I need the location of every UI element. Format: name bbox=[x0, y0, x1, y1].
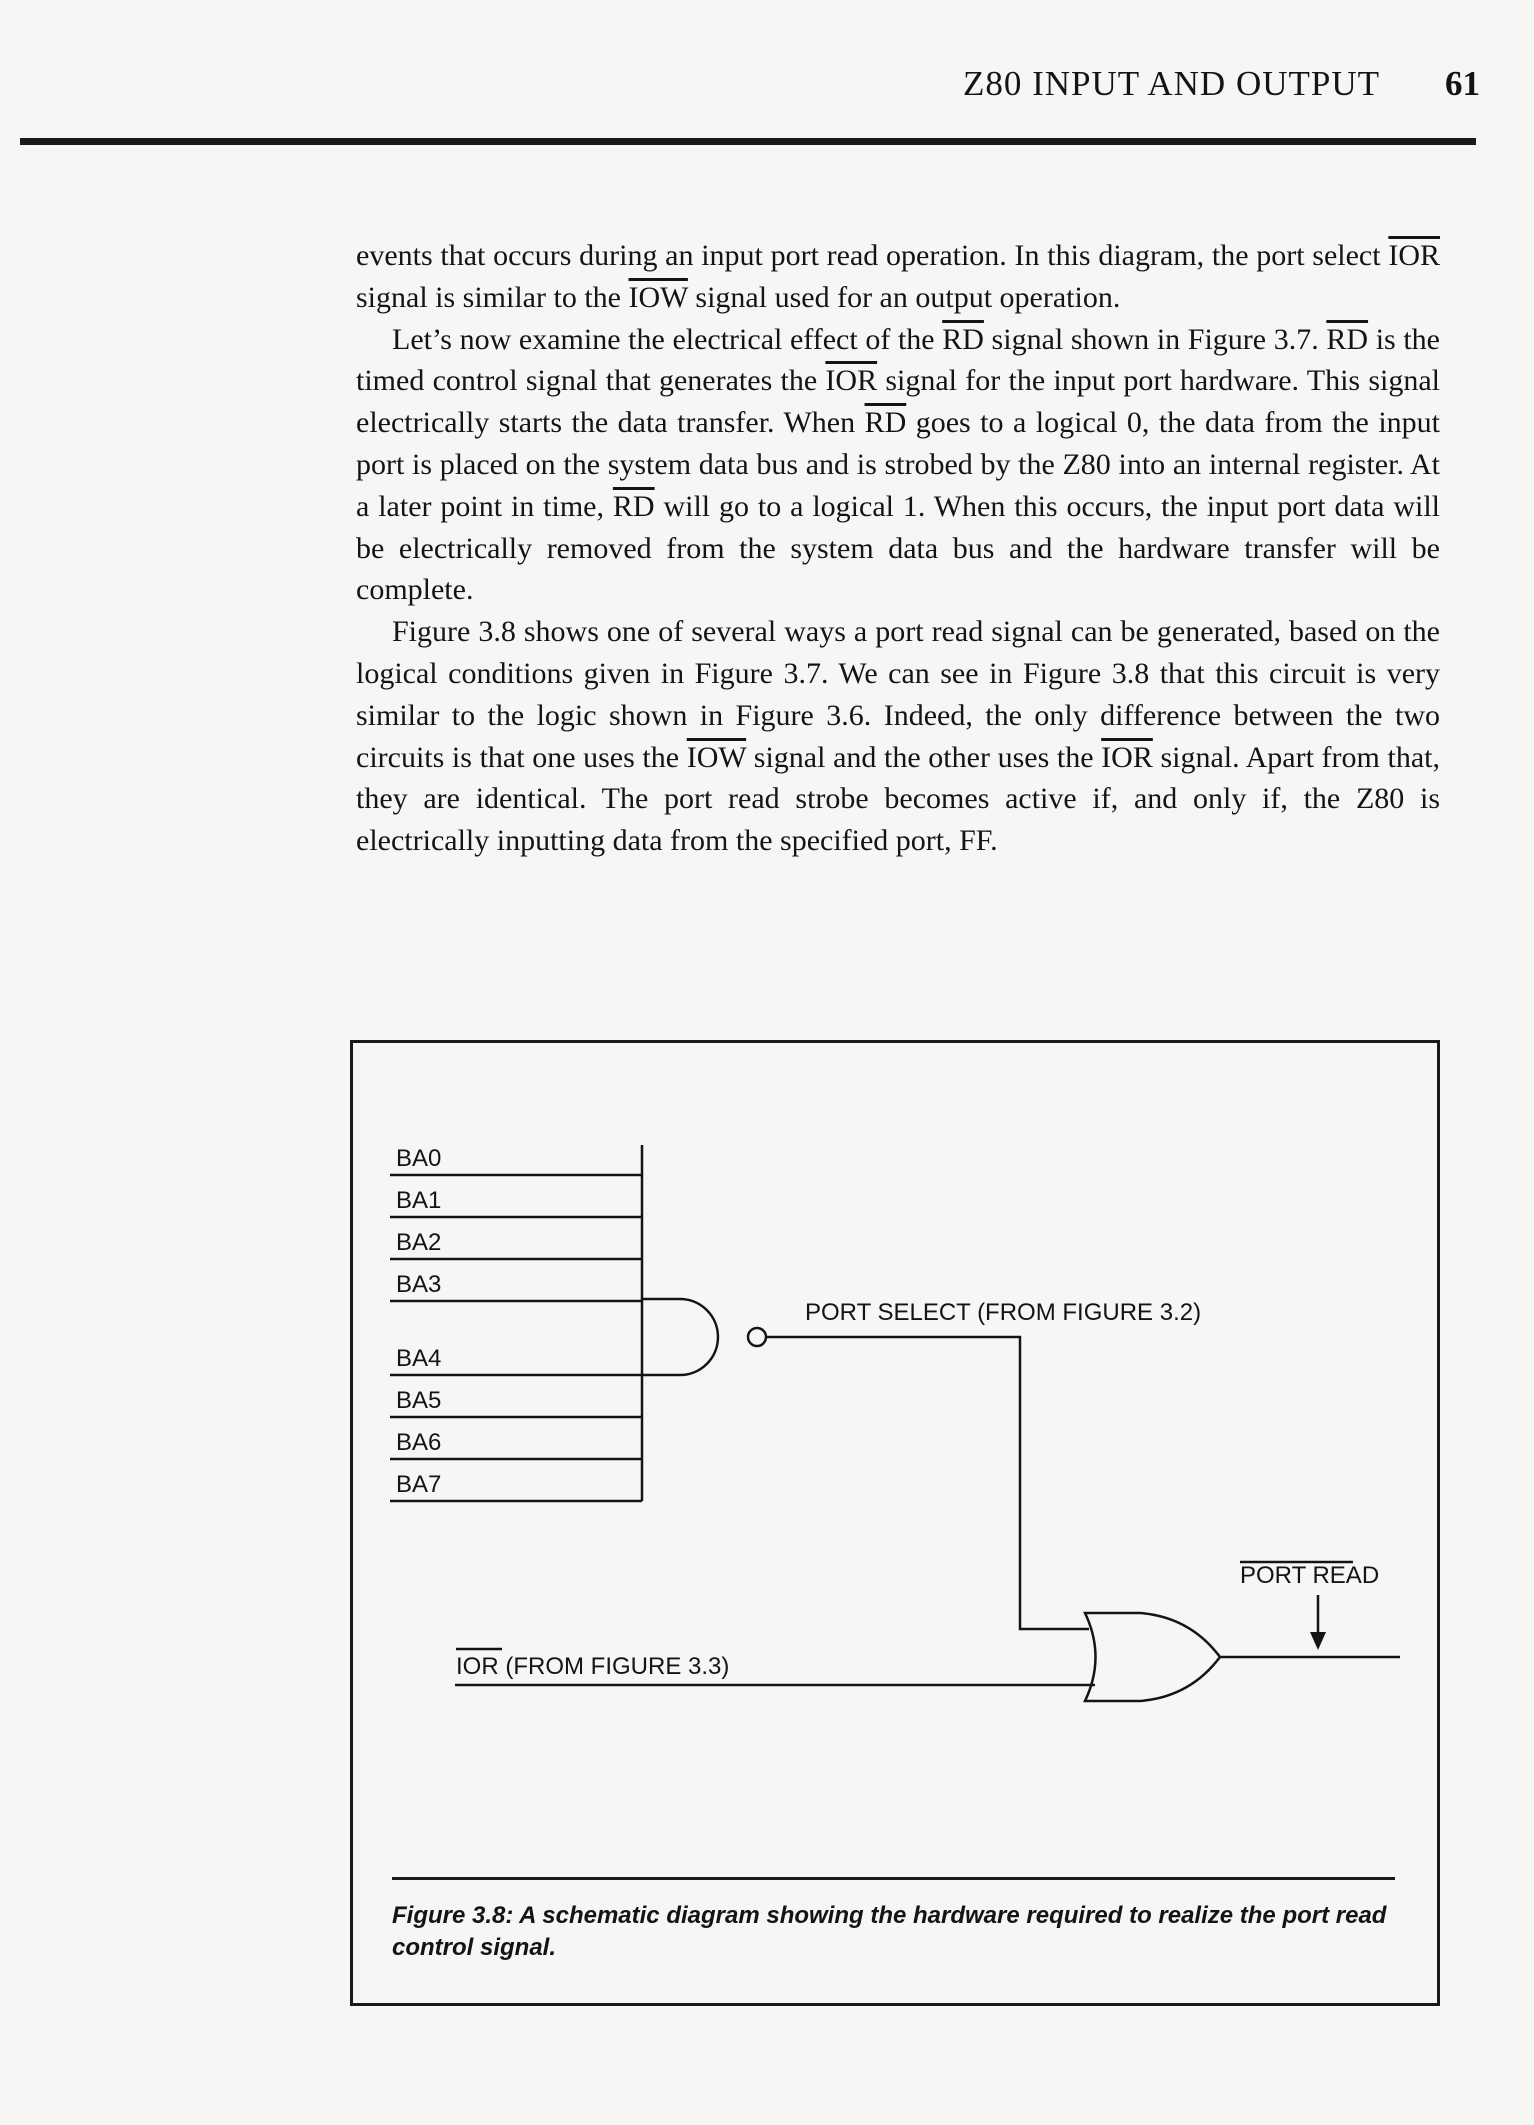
address-line-label: BA2 bbox=[396, 1229, 442, 1256]
text-run: signal. Apart from that, they are identical. The port read strobe becomes active if, and only if, the Z80 is electrically inputting data from the specified port, FF. bbox=[356, 740, 1440, 858]
text-run: Figure 3.8 shows one of several ways a port read signal can be generated, based on the logical conditions given in Figure 3.7. We can see in Figure 3.8 that this circuit is very similar to the logic shown in Figure 3.6. Indeed, the only difference between the two circuits is that one uses the bbox=[356, 615, 1440, 774]
text-run: is the timed control signal that generates the bbox=[356, 322, 1440, 398]
caption-text: A schematic diagram showing the hardware required to realize the port read control signal. bbox=[392, 1902, 1387, 1961]
caption-rule bbox=[392, 1877, 1395, 1880]
text-run: signal for the input port hardware. This signal electrically starts the data transfer. When bbox=[356, 364, 1440, 440]
output-label: PORT READ bbox=[1240, 1562, 1380, 1589]
text-run: goes to a logical 0, the data from the input port is placed on the system data bus and is strobed by the Z80 into an internal register. At a later point in time, bbox=[356, 406, 1440, 523]
or-gate bbox=[1085, 1613, 1220, 1701]
ior-label bbox=[456, 1653, 729, 1680]
address-line-label: BA3 bbox=[396, 1271, 442, 1298]
address-line-label: BA7 bbox=[396, 1471, 442, 1498]
address-labels bbox=[396, 1145, 441, 1498]
paragraph bbox=[356, 319, 1440, 612]
text-run: signal and the other uses the bbox=[746, 740, 1102, 774]
paragraph bbox=[356, 235, 1440, 319]
paragraph bbox=[356, 611, 1440, 862]
signal-name: $\overline{IOR}$ bbox=[1388, 239, 1440, 272]
schematic-diagram bbox=[350, 1040, 1440, 1870]
text-run: events that occurs during an input port read operation. In this diagram, the port select bbox=[356, 239, 1389, 272]
output-arrowhead bbox=[1310, 1632, 1326, 1650]
signal-name: $\overline{IOW}$ bbox=[628, 280, 688, 314]
signal-name: $\overline{IOR}$ bbox=[1101, 740, 1153, 774]
address-line-label: BA6 bbox=[396, 1429, 442, 1456]
figure-caption bbox=[392, 1900, 1402, 1964]
ior-signal: IOR bbox=[456, 1653, 499, 1680]
ior-source: (FROM FIGURE 3.3) bbox=[498, 1653, 730, 1680]
signal-name: $\overline{RD}$ bbox=[864, 406, 907, 440]
signal-name: $\overline{RD}$ bbox=[942, 322, 984, 356]
text-run: Let’s now examine the electrical effect of the bbox=[392, 322, 943, 356]
address-line-label: BA4 bbox=[396, 1345, 442, 1372]
port-select-label: PORT SELECT (FROM FIGURE 3.2) bbox=[805, 1299, 1202, 1326]
address-line-label: BA1 bbox=[396, 1187, 442, 1214]
address-line-label: BA0 bbox=[396, 1145, 442, 1172]
text-run: signal shown in Figure 3.7. bbox=[983, 322, 1327, 356]
caption-label: Figure 3.8: bbox=[392, 1902, 514, 1929]
signal-name: $\overline{IOW}$ bbox=[686, 740, 747, 774]
text-run: will go to a logical 1. When this occurs, the input port data will be electrically removed from the system data bus and the hardware transfer will be complete. bbox=[356, 489, 1441, 607]
port-select-wire bbox=[766, 1337, 1089, 1629]
address-line-label: BA5 bbox=[396, 1387, 442, 1414]
signal-name: $\overline{RD}$ bbox=[1326, 322, 1369, 356]
header-rule bbox=[20, 138, 1476, 145]
signal-name: $\overline{RD}$ bbox=[612, 489, 655, 523]
nand-gate bbox=[642, 1299, 718, 1375]
inversion-bubble bbox=[748, 1328, 766, 1346]
text-run: signal is similar to the bbox=[356, 280, 629, 314]
signal-name: $\overline{IOR}$ bbox=[825, 364, 878, 398]
body-text bbox=[356, 235, 1440, 862]
running-header-title: Z80 INPUT AND OUTPUT bbox=[963, 64, 1380, 103]
text-run: signal used for an output operation. bbox=[687, 280, 1121, 314]
page-number: 61 bbox=[1445, 64, 1480, 103]
